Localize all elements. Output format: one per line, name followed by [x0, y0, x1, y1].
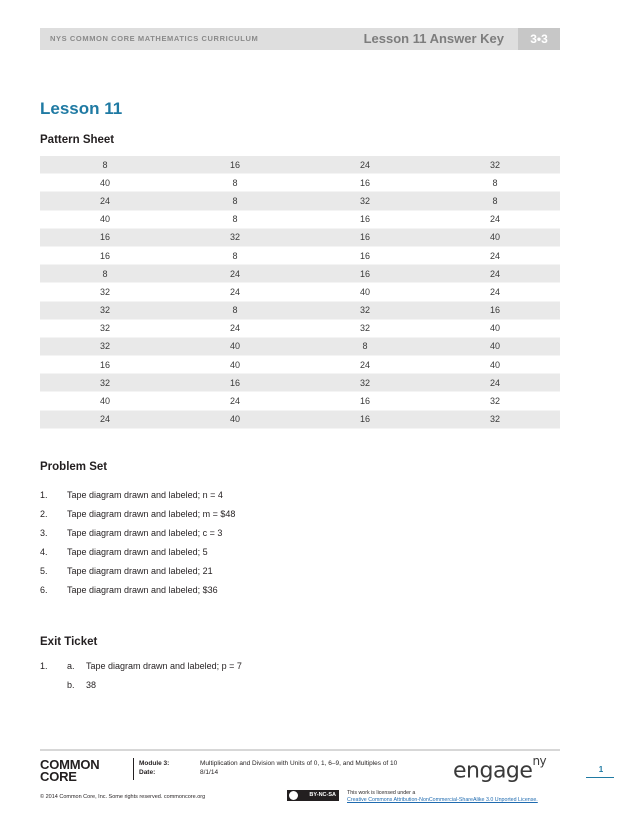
item-number: 6.: [40, 585, 48, 595]
table-cell: 8: [492, 177, 498, 188]
table-row: [40, 228, 560, 246]
item-number: 3.: [40, 528, 48, 538]
table-cell: 24: [40, 192, 170, 210]
table-cell: 24: [430, 265, 560, 283]
table-cell: 24: [359, 359, 370, 370]
table-cell: 32: [300, 374, 430, 392]
table-cell: 16: [170, 374, 300, 392]
page-number-rule: [586, 777, 614, 778]
item-sub-label: b.: [67, 680, 75, 690]
table-cell: 8: [170, 301, 300, 319]
table-cell: 24: [229, 323, 240, 334]
item-text: Tape diagram drawn and labeled; p = 7: [86, 661, 242, 671]
curriculum-label: NYS COMMON CORE MATHEMATICS CURRICULUM: [50, 34, 259, 43]
table-cell: 40: [430, 337, 560, 355]
table-cell: 32: [40, 337, 170, 355]
table-cell: 16: [359, 214, 370, 225]
table-cell: 40: [359, 286, 370, 297]
table-cell: 8: [40, 156, 170, 174]
table-cell: 40: [99, 177, 110, 188]
table-cell: 40: [170, 337, 300, 355]
table-cell: 24: [489, 250, 500, 261]
table-cell: 16: [99, 359, 110, 370]
table-row: [40, 410, 560, 428]
table-cell: 40: [99, 396, 110, 407]
table-cell: 8: [232, 250, 238, 261]
page-header: [40, 28, 560, 50]
pattern-sheet-title: Pattern Sheet: [40, 134, 115, 146]
item-number: 5.: [40, 566, 48, 576]
table-cell: 8: [170, 192, 300, 210]
engageny-logo: engage$^{ny}$: [453, 754, 547, 784]
table-cell: 8: [232, 214, 238, 225]
table-cell: 8: [232, 177, 238, 188]
item-text: Tape diagram drawn and labeled; 5: [67, 547, 208, 557]
logo-line-2: CORE: [40, 769, 77, 784]
table-cell: 32: [40, 301, 170, 319]
table-cell: 16: [359, 177, 370, 188]
table-row: [40, 319, 560, 337]
table-cell: 24: [170, 265, 300, 283]
header-title: Lesson 11 Answer Key: [363, 31, 504, 46]
table-cell: 32: [99, 323, 110, 334]
table-row: [40, 283, 560, 301]
item-number: 2.: [40, 509, 48, 519]
table-cell: 16: [359, 396, 370, 407]
item-number: 4.: [40, 547, 48, 557]
pattern-table: [40, 156, 560, 429]
item-text: Tape diagram drawn and labeled; 21: [67, 566, 213, 576]
table-cell: 32: [300, 301, 430, 319]
table-cell: 32: [430, 156, 560, 174]
table-cell: 8: [300, 337, 430, 355]
grade-module-badge: 3•3: [518, 28, 560, 50]
lesson-title: Lesson 11: [40, 99, 123, 118]
item-text: Tape diagram drawn and labeled; n = 4: [67, 490, 223, 500]
item-text: Tape diagram drawn and labeled; $36: [67, 585, 218, 595]
table-row: [40, 301, 560, 319]
table-cell: 24: [300, 156, 430, 174]
table-cell: 24: [489, 214, 500, 225]
table-row: [40, 156, 560, 174]
table-row: [40, 210, 560, 228]
table-cell: 8: [40, 265, 170, 283]
license-text: This work is licensed under a: [347, 790, 416, 796]
table-cell: 16: [359, 250, 370, 261]
table-cell: 40: [99, 214, 110, 225]
table-cell: 16: [40, 228, 170, 246]
item-number: 1.: [40, 661, 48, 671]
table-row: [40, 392, 560, 410]
exit-ticket-title: Exit Ticket: [40, 636, 98, 648]
table-cell: 24: [430, 374, 560, 392]
item-text: Tape diagram drawn and labeled; c = 3: [67, 528, 223, 538]
table-cell: 16: [99, 250, 110, 261]
logo-line-1: COMMON: [40, 757, 100, 772]
common-core-logo: [40, 759, 99, 783]
table-cell: 40: [170, 410, 300, 428]
table-cell: 40: [430, 228, 560, 246]
problem-set-title: Problem Set: [40, 461, 108, 473]
table-cell: 24: [229, 286, 240, 297]
table-cell: 32: [170, 228, 300, 246]
table-cell: 32: [99, 286, 110, 297]
table-cell: 16: [300, 410, 430, 428]
page-number: 1: [598, 765, 604, 774]
table-cell: 16: [430, 301, 560, 319]
table-cell: 16: [170, 156, 300, 174]
table-cell: 16: [300, 228, 430, 246]
module-value: Multiplication and Division with Units of 0, 1, 6–9, and Multiples of 10: [200, 760, 398, 767]
footer-divider: [40, 749, 560, 751]
table-cell: 24: [40, 410, 170, 428]
table-cell: 32: [359, 323, 370, 334]
table-row: [40, 265, 560, 283]
table-cell: 40: [489, 359, 500, 370]
table-cell: 24: [229, 396, 240, 407]
footer-separator: [133, 758, 134, 780]
module-label: Module 3:: [139, 760, 170, 767]
table-cell: 8: [430, 192, 560, 210]
item-number: 1.: [40, 490, 48, 500]
table-cell: 40: [489, 323, 500, 334]
item-text: 38: [86, 680, 97, 690]
table-cell: 32: [489, 396, 500, 407]
table-row: [40, 337, 560, 355]
table-row: [40, 374, 560, 392]
table-cell: 32: [430, 410, 560, 428]
date-label: Date:: [139, 769, 156, 776]
creative-commons-icon: BY-NC-SA: [287, 790, 339, 801]
item-text: Tape diagram drawn and labeled; m = $48: [67, 509, 236, 519]
table-cell: 32: [300, 192, 430, 210]
table-cell: 24: [489, 286, 500, 297]
table-row: [40, 356, 560, 374]
table-cell: 32: [40, 374, 170, 392]
table-row: [40, 246, 560, 264]
item-sub-label: a.: [67, 661, 75, 671]
table-cell: 40: [229, 359, 240, 370]
date-value: 8/1/14: [200, 769, 219, 776]
table-row: [40, 192, 560, 210]
table-cell: 16: [300, 265, 430, 283]
license-link[interactable]: Creative Commons Attribution-NonCommercial-ShareAlike 3.0 Unported License.: [347, 797, 538, 803]
copyright-text: © 2014 Common Core, Inc. Some rights reserved. commoncore.org: [40, 794, 206, 800]
table-row: [40, 174, 560, 192]
